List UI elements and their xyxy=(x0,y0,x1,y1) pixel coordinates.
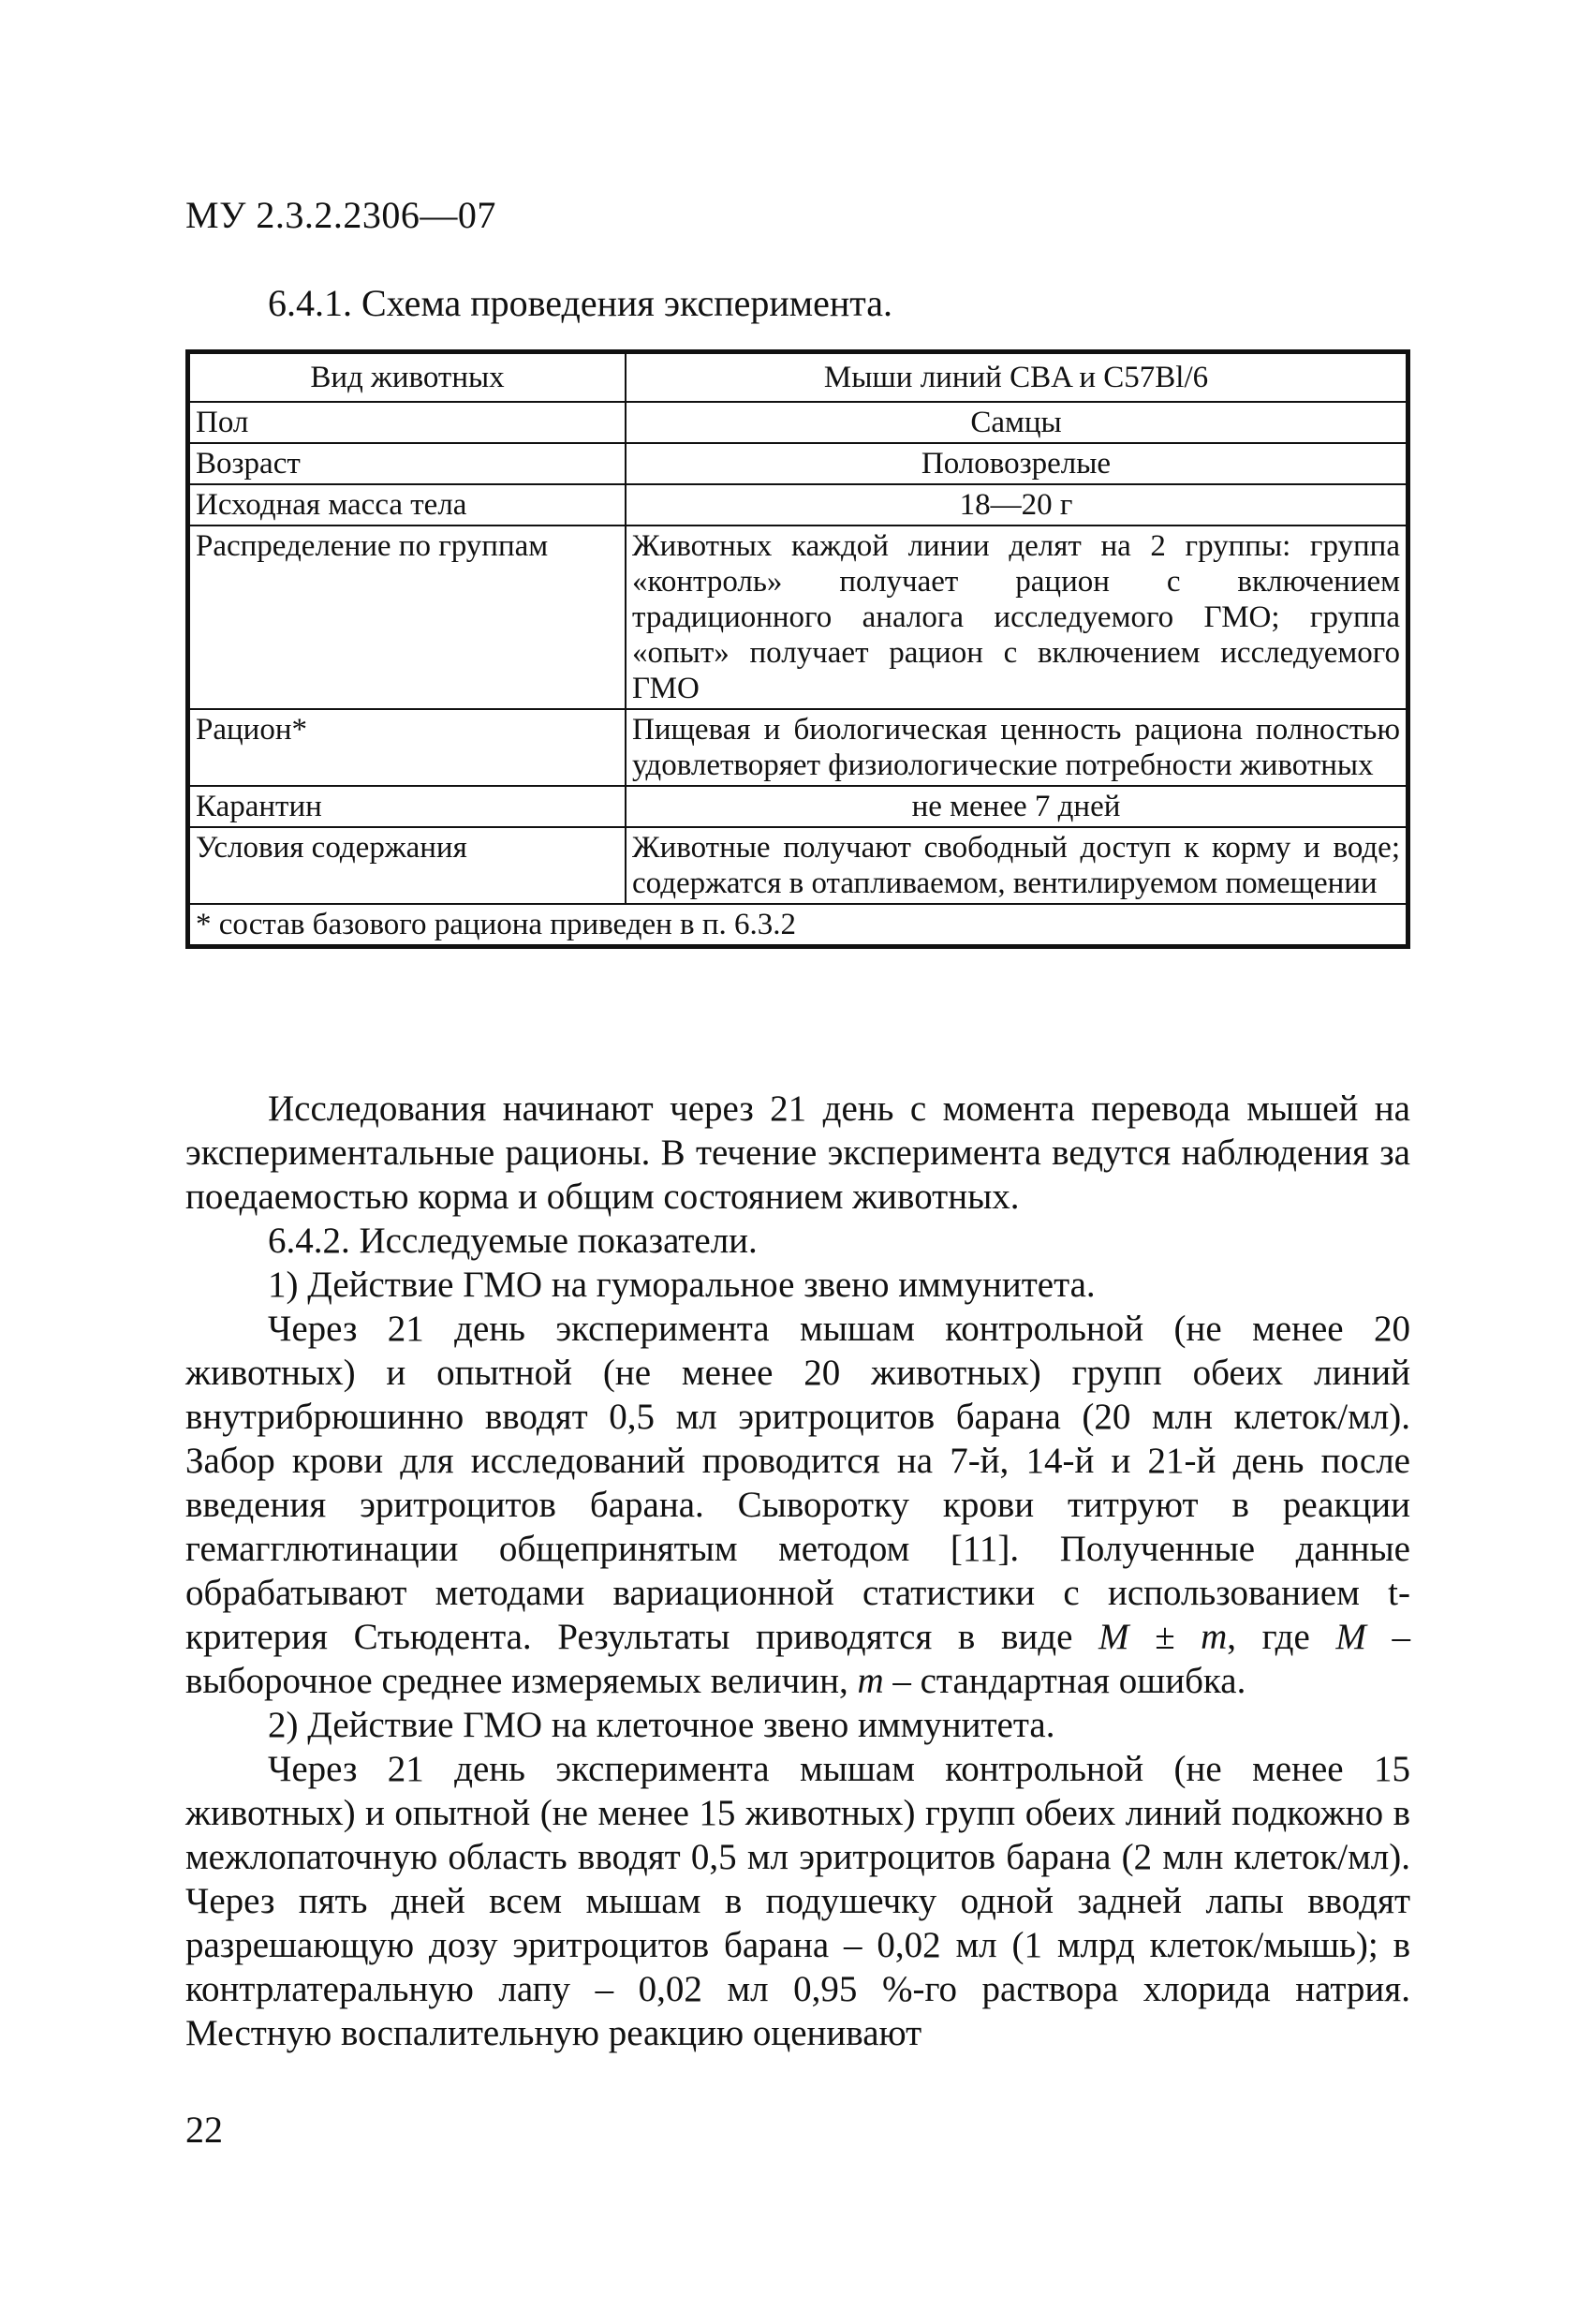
row-label: Условия содержания xyxy=(188,827,626,904)
document-header: МУ 2.3.2.2306—07 xyxy=(185,194,496,236)
text-span: Через 21 день эксперимента мышам контрольной (не менее 20 животных) и опытной (не менее 20 животных) групп обеих линий внутрибрюшинно вводят 0,5 мл эритроцитов барана (20 млн клеток/мл). Забор крови для исследований проводится на 7-й, 14-й и 21-й день после введения эритроцитов барана. Сыворотку крови титруют в реакции гемагглютинации общепринятым методом [11]. Полученные данные обрабатывают методами вариационной статистики с использованием t-критерия Стьюдента. Результаты приводятся в виде xyxy=(185,1309,1410,1657)
page-number: 22 xyxy=(185,2109,223,2151)
row-label: Исходная масса тела xyxy=(188,484,626,525)
table-row xyxy=(188,709,1408,786)
section-title: 6.4.1. Схема проведения эксперимента. xyxy=(268,282,892,324)
formula: M ± m xyxy=(1098,1617,1228,1657)
table-header-col2: Мыши линий CBA и C57Bl/6 xyxy=(626,352,1408,403)
item-heading: 2) Действие ГМО на клеточное звено иммунитета. xyxy=(268,1705,1055,1745)
text-span: – выборочное среднее измеряемых величин, xyxy=(185,1617,1410,1701)
item-heading: 1) Действие ГМО на гуморальное звено иммунитета. xyxy=(268,1265,1096,1305)
row-value: 18—20 г xyxy=(626,484,1408,525)
row-label: Рацион* xyxy=(188,709,626,786)
row-label: Распределение по группам xyxy=(188,525,626,709)
row-value: не менее 7 дней xyxy=(626,786,1408,827)
table-row xyxy=(188,443,1408,484)
table-footnote-row xyxy=(188,904,1408,947)
row-value: Половозрелые xyxy=(626,443,1408,484)
body-text xyxy=(185,1087,1410,2055)
table-row xyxy=(188,525,1408,709)
table-footnote: * состав базового рациона приведен в п. 6.3.2 xyxy=(188,904,1408,947)
symbol-M: M xyxy=(1335,1617,1366,1657)
symbol-m: m xyxy=(857,1661,884,1701)
table-row xyxy=(188,786,1408,827)
table-header-col1: Вид животных xyxy=(188,352,626,403)
row-label: Пол xyxy=(188,402,626,443)
experiment-scheme-table xyxy=(185,349,1410,949)
text-span: – стандартная ошибка. xyxy=(883,1661,1246,1701)
paragraph: Исследования начинают через 21 день с момента перевода мышей на экспериментальные рационы. В течение эксперимента ведутся наблюдения за поедаемостью корма и общим состоянием животных. xyxy=(185,1088,1410,1217)
text-span: , где xyxy=(1227,1617,1336,1657)
row-value: Животных каждой линии делят на 2 группы: группа «контроль» получает рацион с включением традиционного аналога исследуемого ГМО; группа «опыт» получает рацион с включением исследуемого ГМО xyxy=(626,525,1408,709)
table-row xyxy=(188,484,1408,525)
row-label: Карантин xyxy=(188,786,626,827)
row-value: Самцы xyxy=(626,402,1408,443)
table-row xyxy=(188,402,1408,443)
subsection-title: 6.4.2. Исследуемые показатели. xyxy=(268,1221,758,1261)
paragraph xyxy=(185,1307,1410,1703)
row-value: Животные получают свободный доступ к корму и воде; содержатся в отапливаемом, вентилируемом помещении xyxy=(626,827,1408,904)
row-label: Возраст xyxy=(188,443,626,484)
paragraph: Через 21 день эксперимента мышам контрольной (не менее 15 животных) и опытной (не менее 15 животных) групп обеих линий подкожно в межлопаточную область вводят 0,5 мл эритроцитов барана (2 млн клеток/мл). Через пять дней всем мышам в подушечку одной задней лапы вводят разрешающую дозу эритроцитов барана – 0,02 мл (1 млрд клеток/мышь); в контрлатеральную лапу – 0,02 мл 0,95 %-го раствора хлорида натрия. Местную воспалительную реакцию оценивают xyxy=(185,1749,1410,2053)
table-header-row xyxy=(188,352,1408,403)
table-row xyxy=(188,827,1408,904)
row-value: Пищевая и биологическая ценность рациона полностью удовлетворяет физиологические потребности животных xyxy=(626,709,1408,786)
